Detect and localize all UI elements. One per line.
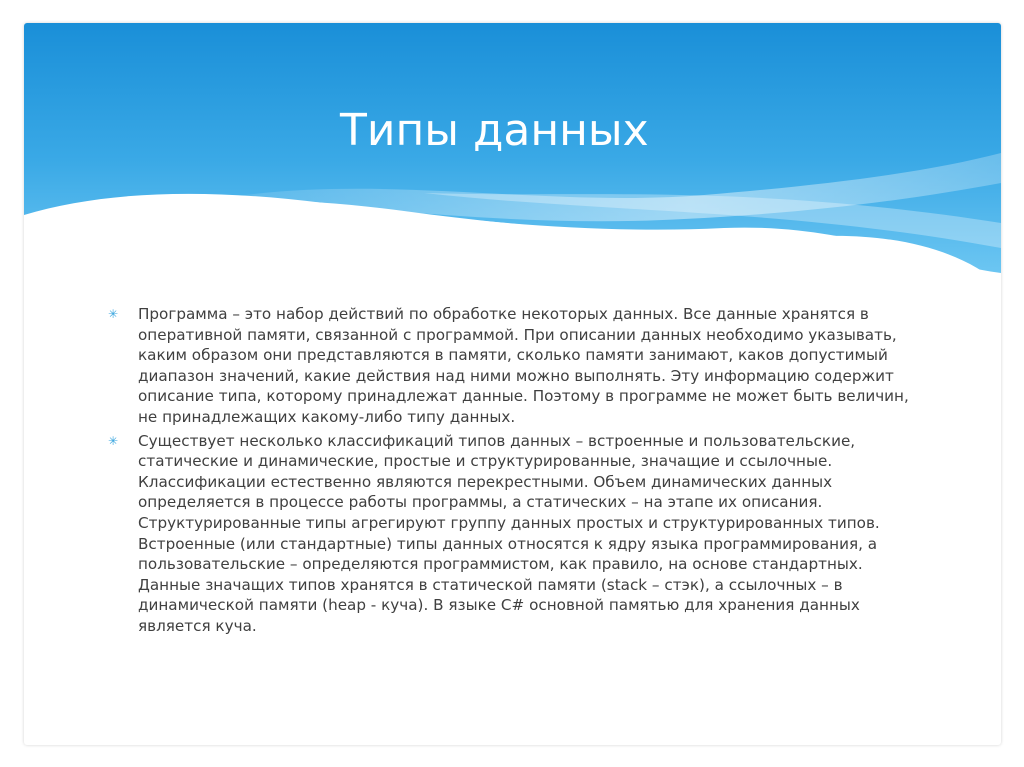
- slide-title: Типы данных: [340, 105, 649, 156]
- slide-body: [108, 304, 928, 640]
- paragraph-text: Существует несколько классификаций типов данных – встроенные и пользовательские, статические и динамические, простые и структурированные, значащие и ссылочные. Классификации естественно являются перекрестными. Объем динамических данных определяется в процессе работы программы, а статических – на этапе их описания. Структурированные типы агрегируют группу данных простых и структурированных типов. Встроенные (или стандартные) типы данных относятся к ядру языка программирования, а пользовательские – определяются программистом, как правило, на основе стандартных. Данные значащих типов хранятся в статической памяти (stack – стэк), а ссылочных – в динамической памяти (heap - куча). В языке C# основной памятью для хранения данных является куча.: [138, 431, 880, 635]
- paragraph-text: Программа – это набор действий по обработке некоторых данных. Все данные хранятся в оперативной памяти, связанной с программой. При описании данных необходимо указывать, каким образом они представляются в памяти, сколько памяти занимают, каков допустимый диапазон значений, какие действия над ними можно выполнять. Эту информацию содержит описание типа, которому принадлежат данные. Поэтому в программе не может быть величин, не принадлежащих какому-либо типу данных.: [138, 305, 909, 426]
- asterisk-bullet-icon: ✳: [108, 433, 119, 448]
- slide: [24, 23, 1001, 745]
- asterisk-bullet-icon: ✳: [108, 307, 119, 321]
- bullet-paragraph-1: [108, 304, 928, 428]
- bullet-paragraph-2: [108, 431, 928, 637]
